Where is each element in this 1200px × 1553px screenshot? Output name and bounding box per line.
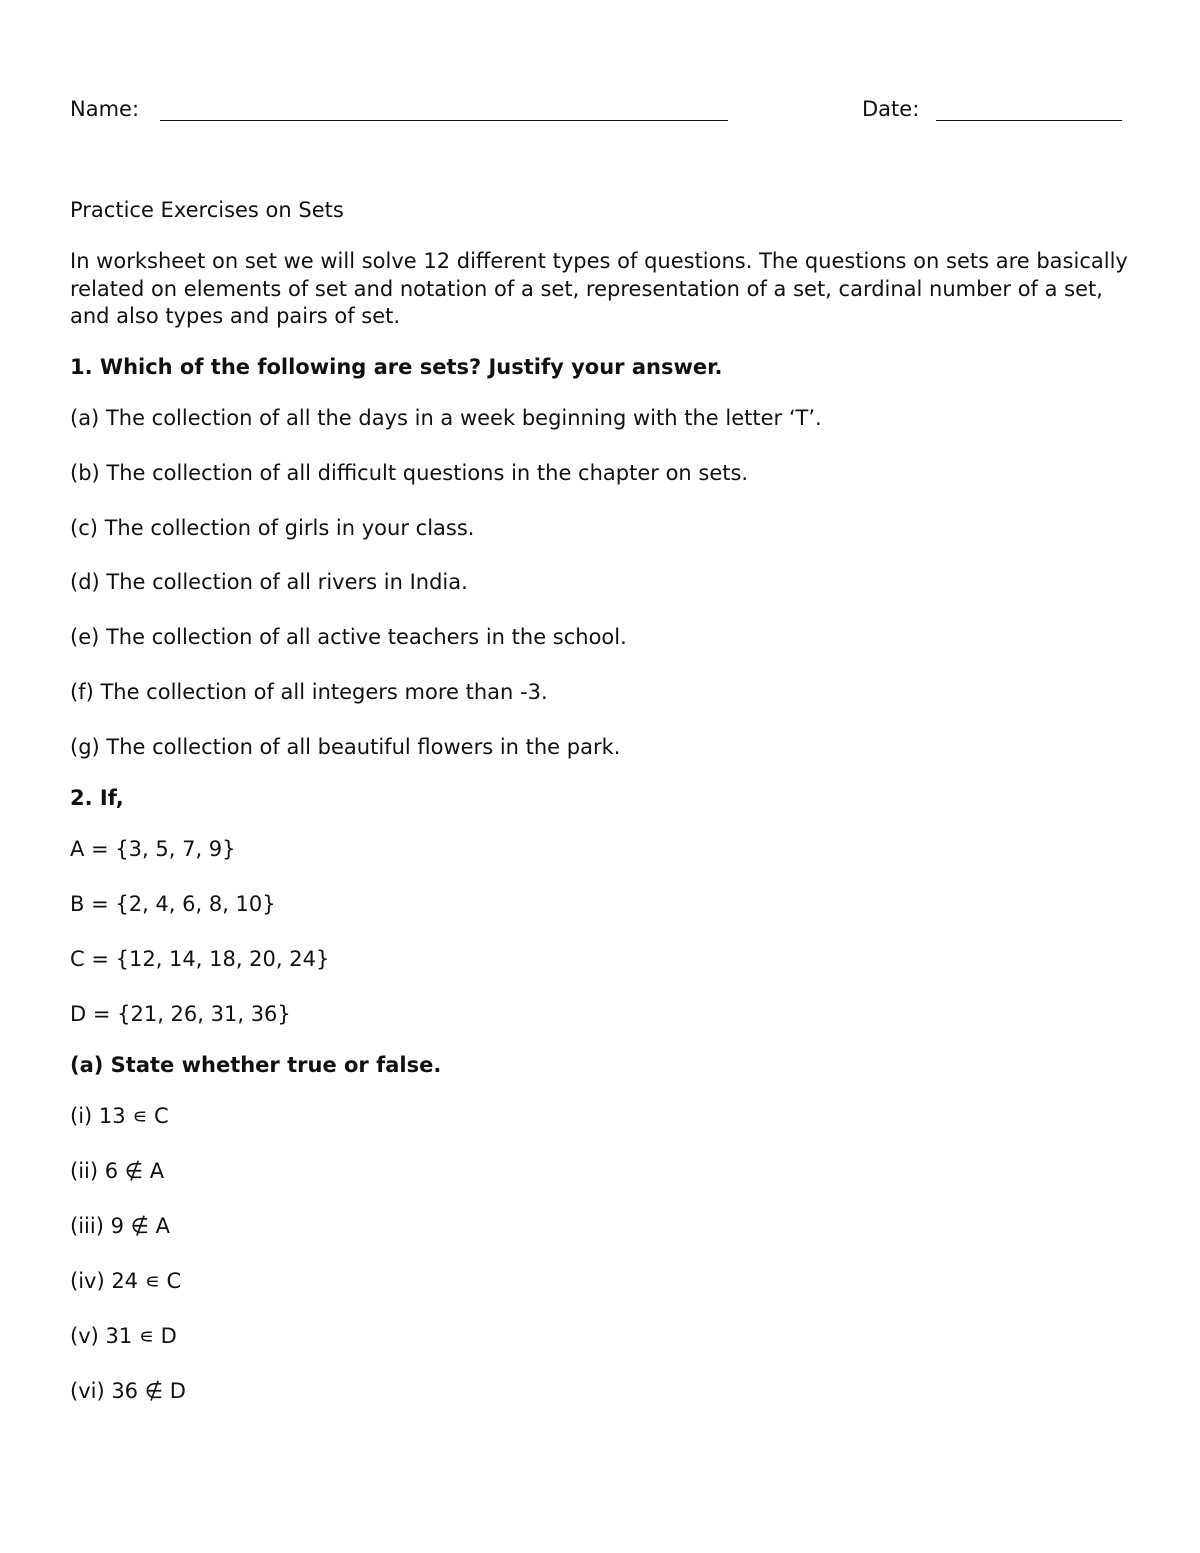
q2a-item-iv: (iv) 24 ∊ C (70, 1269, 182, 1293)
q2a-item-v: (v) 31 ∊ D (70, 1324, 177, 1348)
question-1-heading: 1. Which of the following are sets? Justify your answer. (70, 355, 723, 379)
name-blank (160, 120, 728, 121)
set-a: A = {3, 5, 7, 9} (70, 837, 236, 861)
q1-item-d: (d) The collection of all rivers in India. (70, 570, 468, 594)
q2a-item-vi: (vi) 36 ∉ D (70, 1379, 186, 1403)
date-label: Date: (862, 97, 920, 121)
q2a-item-i: (i) 13 ∊ C (70, 1104, 169, 1128)
q1-item-g: (g) The collection of all beautiful flowers in the park. (70, 735, 621, 759)
set-b: B = {2, 4, 6, 8, 10} (70, 892, 276, 916)
question-2a-heading: (a) State whether true or false. (70, 1053, 442, 1077)
q1-item-f: (f) The collection of all integers more than -3. (70, 680, 548, 704)
page-title: Practice Exercises on Sets (70, 198, 344, 222)
q2a-item-iii: (iii) 9 ∉ A (70, 1214, 170, 1238)
q1-item-e: (e) The collection of all active teachers in the school. (70, 625, 627, 649)
q1-item-c: (c) The collection of girls in your class. (70, 516, 475, 540)
header-row (70, 96, 1122, 126)
q1-item-b: (b) The collection of all difficult questions in the chapter on sets. (70, 461, 749, 485)
q2a-item-ii: (ii) 6 ∉ A (70, 1159, 165, 1183)
q1-item-a: (a) The collection of all the days in a week beginning with the letter ‘T’. (70, 406, 822, 430)
name-label: Name: (70, 97, 140, 121)
date-blank (936, 120, 1122, 121)
intro-paragraph: In worksheet on set we will solve 12 different types of questions. The questions on sets are basically related on elements of set and notation of a set, representation of a set, cardinal number of a set, and also types and pairs of set. (70, 249, 1128, 328)
question-2-heading: 2. If, (70, 786, 124, 810)
set-d: D = {21, 26, 31, 36} (70, 1002, 291, 1026)
set-c: C = {12, 14, 18, 20, 24} (70, 947, 330, 971)
